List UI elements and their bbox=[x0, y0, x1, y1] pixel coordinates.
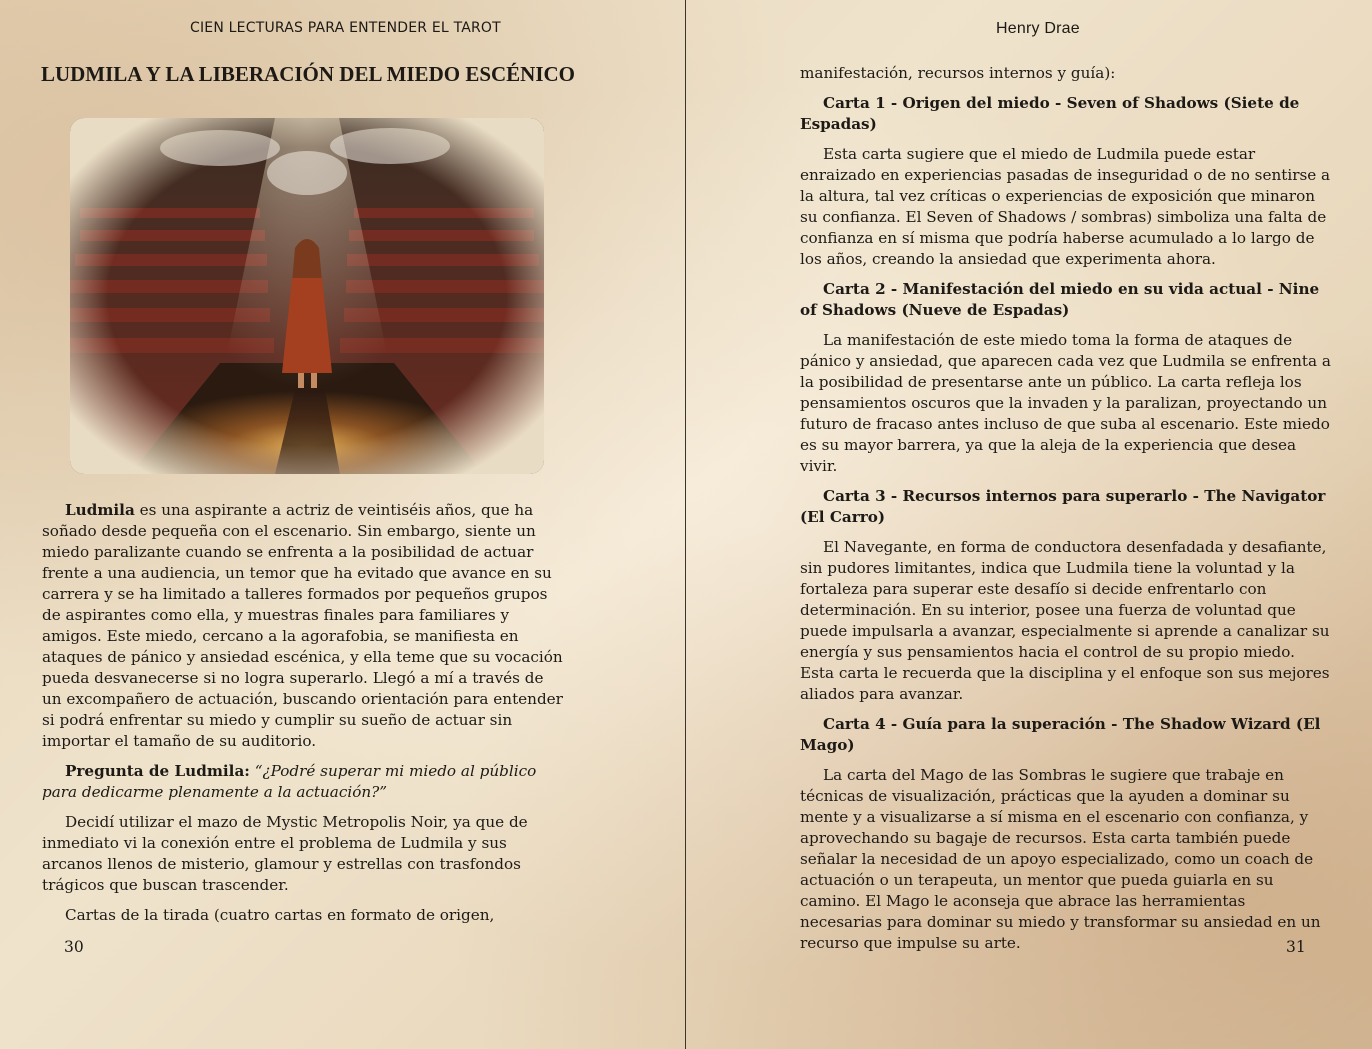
question-paragraph bbox=[42, 761, 566, 803]
intro-paragraph bbox=[42, 500, 566, 752]
chapter-title: LUDMILA Y LA LIBERACIÓN DEL MIEDO ESCÉNICO bbox=[40, 62, 576, 86]
intro-text: es una aspirante a actriz de veintiséis años, que ha soñado desde pequeña con el escenario. Sin embargo, siente un miedo paralizante cuando se enfrenta a la posibilidad de actuar frente a una audiencia, un temor que ha evitado que avance en su carrera y se ha limitado a talleres formados por pequeños grupos de aspirantes como ella, y muestras finales para familiares y amigos. Este miedo, cercano a la agorafobia, se manifiesta en ataques de pánico y ansiedad escénica, y ella teme que su vocación pueda desvanecerse si no logra superarlo. Llegó a mí a través de un excompañero de actuación, buscando orientación para entender si podrá enfrentar su miedo y cumplir su sueño de actuar sin importar el tamaño de su auditorio. bbox=[42, 501, 563, 750]
page-number-right: 31 bbox=[1286, 938, 1306, 956]
deck-paragraph: Decidí utilizar el mazo de Mystic Metropolis Noir, ya que de inmediato vi la conexión entre el problema de Ludmila y sus arcanos llenos de misterio, glamour y estrellas con trasfondos trágicos que buscan trascender. bbox=[42, 813, 528, 894]
card4-heading: Carta 4 - Guía para la superación - The Shadow Wizard (El Mago) bbox=[800, 715, 1321, 754]
question-text: “¿Podré superar mi miedo al público para dedicarme plenamente a la actuación?” bbox=[42, 762, 537, 801]
card3-heading: Carta 3 - Recursos internos para superarlo - The Navigator (El Carro) bbox=[800, 487, 1326, 526]
right-page bbox=[686, 0, 1372, 1049]
continuation-paragraph: manifestación, recursos internos y guía): bbox=[800, 64, 1116, 82]
question-label: Pregunta de Ludmila: bbox=[65, 762, 250, 780]
spread-intro-paragraph: Cartas de la tirada (cuatro cartas en formato de origen, bbox=[65, 906, 495, 924]
card1-paragraph: Esta carta sugiere que el miedo de Ludmila puede estar enraizado en experiencias pasadas de inseguridad o de no sentirse a la altura, tal vez críticas o experiencias de exposición que minaron su confianza. El Seven of Shadows / sombras) simboliza una falta de confianza en sí misma que podría haberse acumulado a lo largo de los años, creando la ansiedad que experimenta ahora. bbox=[800, 145, 1331, 268]
client-name: Ludmila bbox=[65, 501, 135, 519]
running-head-right: Henry Drae bbox=[996, 20, 1080, 37]
card4-paragraph: La carta del Mago de las Sombras le sugiere que trabaje en técnicas de visualización, prácticas que la ayuden a dominar su mente y a visualizarse a sí misma en el escenario con confianza, y aprovechando su bagaje de recursos. Esta carta también puede señalar la necesidad de un apoyo especializado, como un coach de actuación o un terapeuta, un mentor que pueda guiarla en su camino. El Mago le aconseja que abrace las herramientas necesarias para dominar su miedo y transformar su ansiedad en un recurso que impulse su arte. bbox=[800, 766, 1321, 952]
right-body-text bbox=[800, 63, 1332, 963]
left-page bbox=[0, 0, 685, 1049]
card1-heading: Carta 1 - Origen del miedo - Seven of Shadows (Siete de Espadas) bbox=[800, 94, 1300, 133]
card2-paragraph: La manifestación de este miedo toma la forma de ataques de pánico y ansiedad, que aparecen cada vez que Ludmila se enfrenta a la posibilidad de presentarse ante un público. La carta refleja los pensamientos oscuros que la invaden y la paralizan, proyectando un futuro de fracaso antes incluso de que suba al escenario. Este miedo es su mayor barrera, ya que la aleja de la experiencia que desea vivir. bbox=[800, 331, 1331, 475]
left-body-text bbox=[42, 500, 566, 935]
card3-paragraph: El Navegante, en forma de conductora desenfadada y desafiante, sin pudores limitantes, indica que Ludmila tiene la voluntad y la fortaleza para superar este desafío si decide enfrentarlo con determinación. En su interior, posee una fuerza de voluntad que puede impulsarla a avanzar, especialmente si aprende a canalizar su energía y sus pensamientos hacia el control de su propio miedo. Esta carta le recuerda que la disciplina y el enfoque son sus mejores aliados para avanzar. bbox=[800, 538, 1330, 703]
running-head-left: CIEN LECTURAS PARA ENTENDER EL TAROT bbox=[190, 20, 501, 36]
theater-stage-illustration bbox=[70, 118, 544, 474]
card2-heading: Carta 2 - Manifestación del miedo en su vida actual - Nine of Shadows (Nueve de Espadas) bbox=[800, 280, 1320, 319]
page-number-left: 30 bbox=[64, 938, 84, 956]
